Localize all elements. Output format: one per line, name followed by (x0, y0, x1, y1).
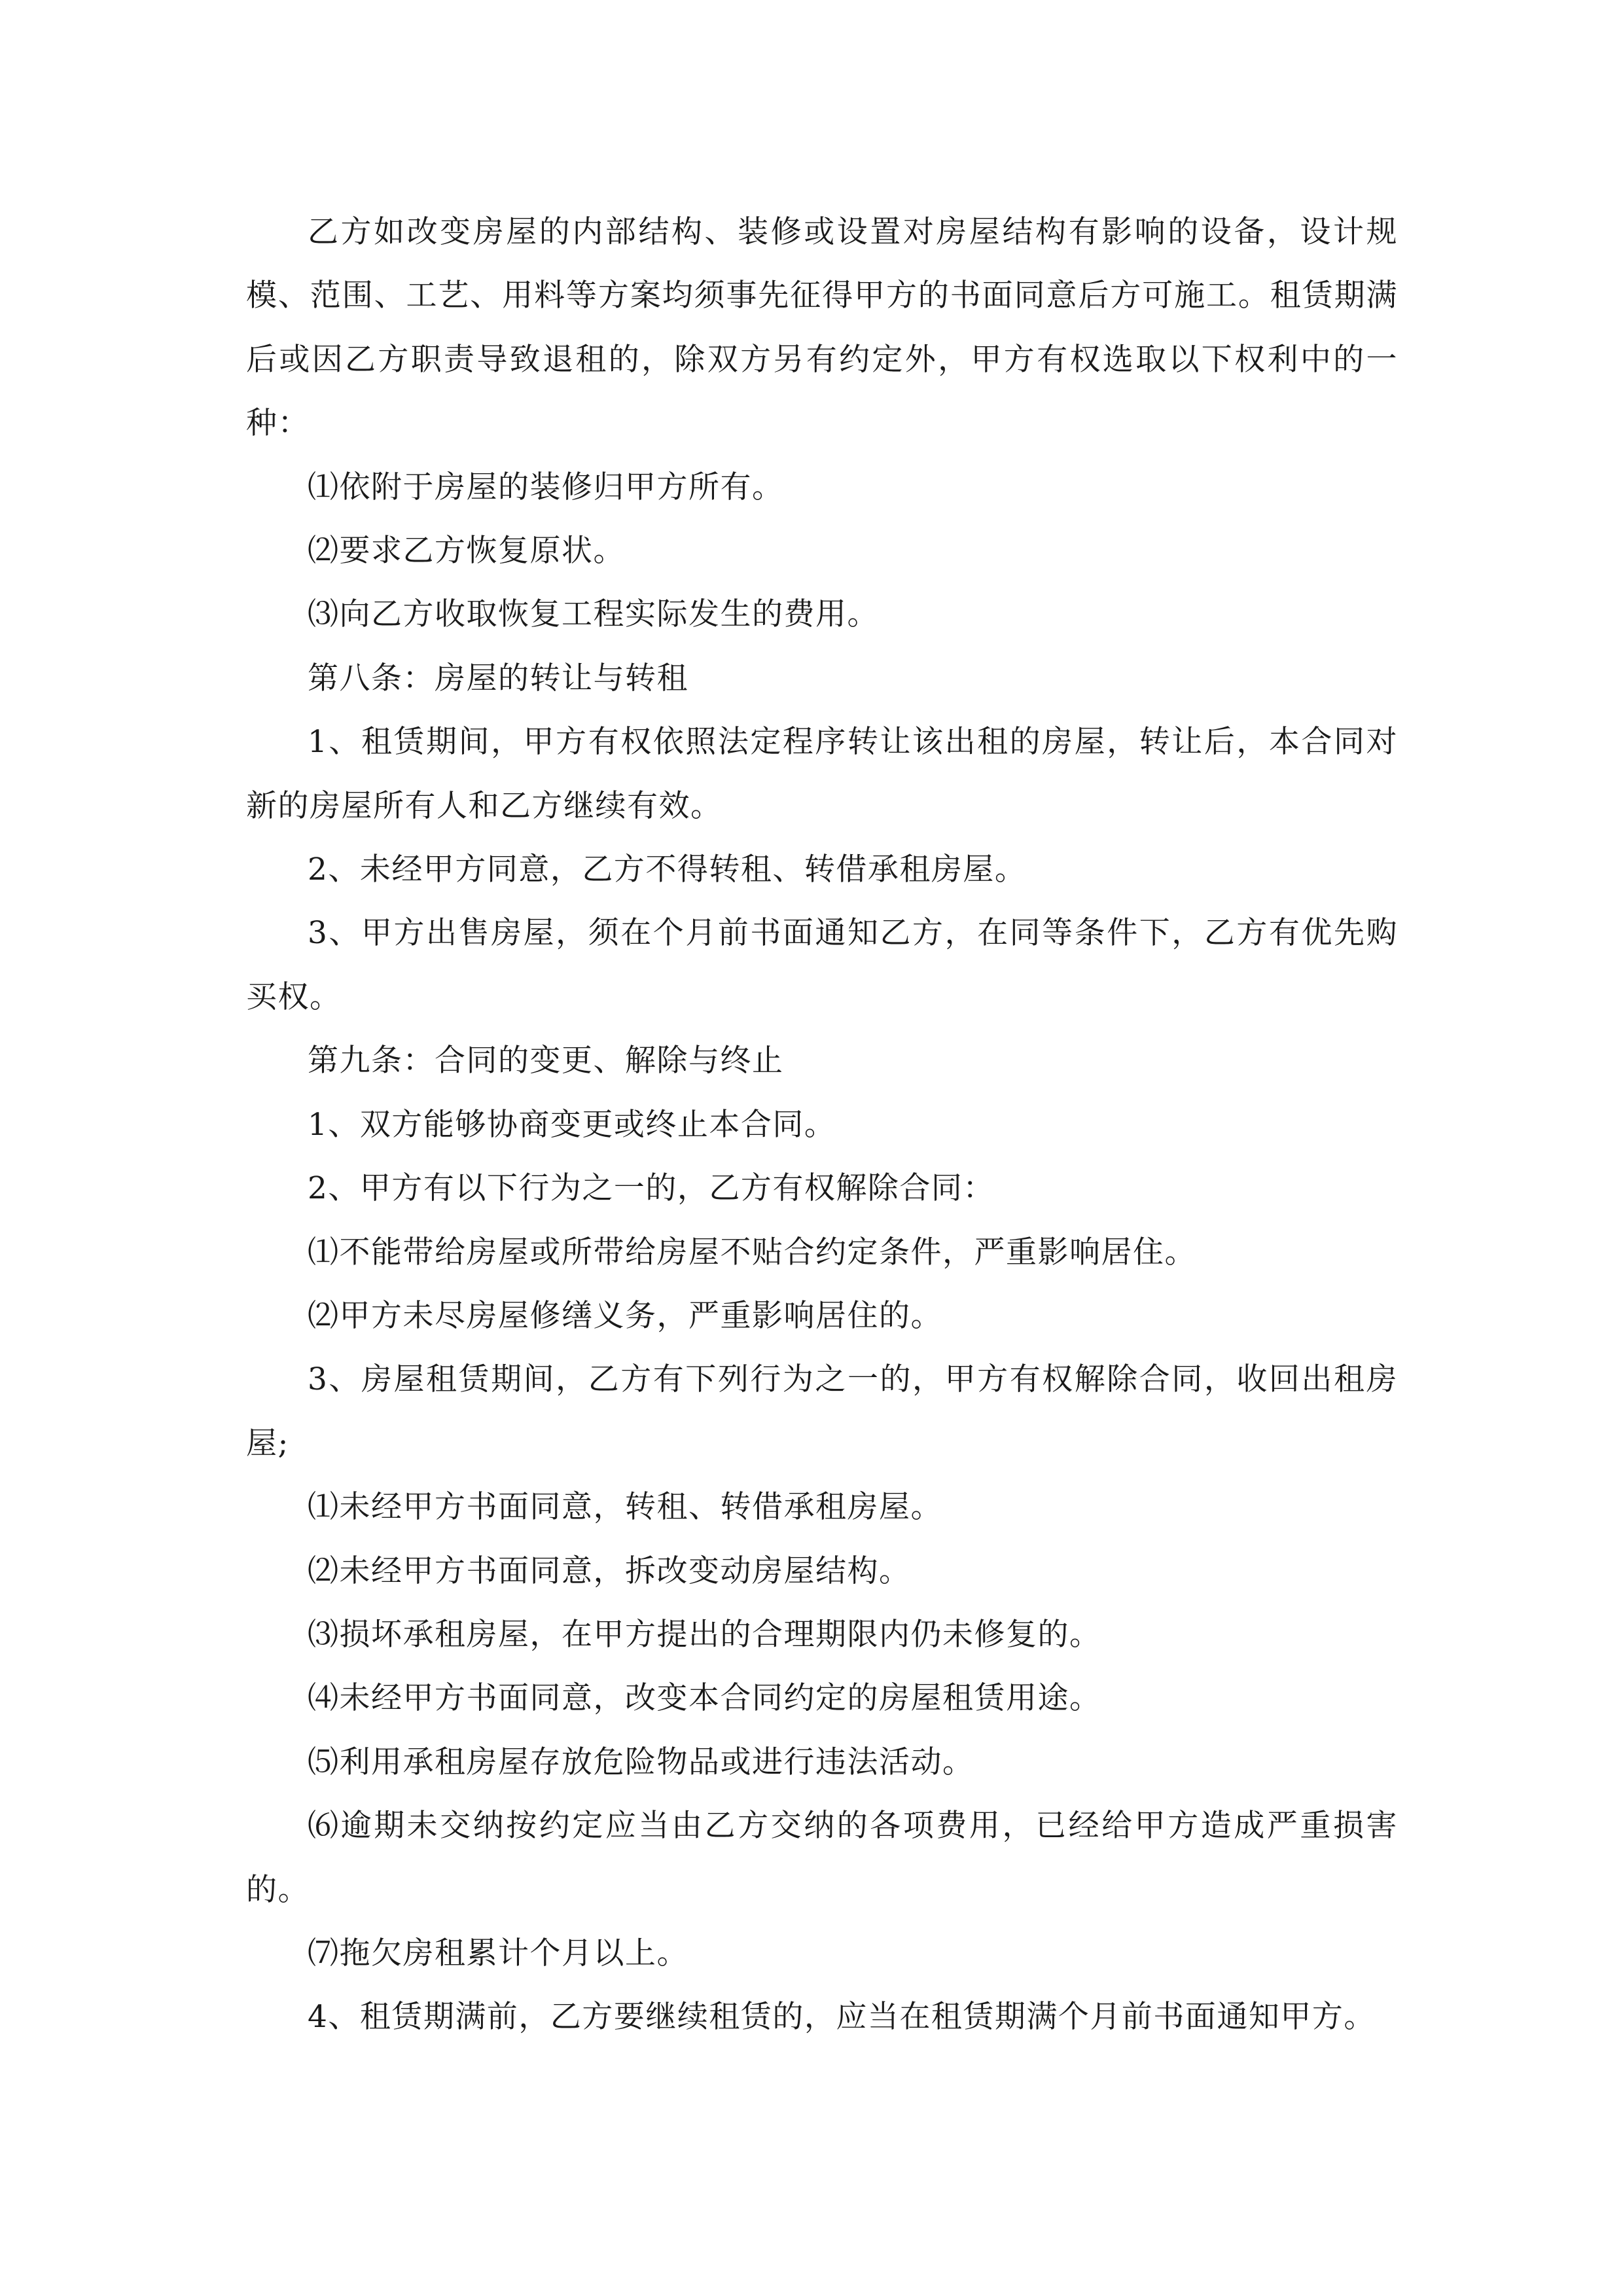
document-body (246, 200, 1398, 2049)
paragraph-item: ⑹逾期未交纳按约定应当由乙方交纳的各项费用，已经给甲方造成严重损害的。 (246, 1808, 1398, 1908)
paragraph-item: ⑵甲方未尽房屋修缮义务，严重影响居住的。 (308, 1297, 942, 1334)
paragraph-item: ⑴依附于房屋的装修归甲方所有。 (308, 469, 784, 505)
paragraph-item: 1、双方能够协商变更或终止本合同。 (308, 1106, 836, 1143)
paragraph-item: ⑸利用承租房屋存放危险物品或进行违法活动。 (308, 1744, 974, 1780)
paragraph-item: 4、租赁期满前，乙方要继续租赁的，应当在租赁期满个月前书面通知甲方。 (308, 1999, 1376, 2036)
paragraph-item: ⑵未经甲方书面同意，拆改变动房屋结构。 (308, 1552, 911, 1589)
paragraph-item: ⑶向乙方收取恢复工程实际发生的费用。 (308, 596, 879, 633)
paragraph-item: ⑵要求乙方恢复原状。 (308, 533, 625, 569)
paragraph-item: 3、甲方出售房屋，须在个月前书面通知乙方，在同等条件下，乙方有优先购买权。 (246, 915, 1398, 1015)
paragraph-item: 2、未经甲方同意，乙方不得转租、转借承租房屋。 (308, 852, 1027, 888)
paragraph-item: ⑶损坏承租房屋，在甲方提出的合理期限内仍未修复的。 (308, 1616, 1101, 1653)
paragraph-item: 2、甲方有以下行为之一的，乙方有权解除合同： (308, 1170, 995, 1207)
section-heading-article-9: 第九条：合同的变更、解除与终止 (308, 1043, 784, 1079)
section-heading-article-8: 第八条：房屋的转让与转租 (308, 660, 688, 696)
paragraph-item: ⑴未经甲方书面同意，转租、转借承租房屋。 (308, 1489, 942, 1526)
paragraph-item: ⑴不能带给房屋或所带给房屋不贴合约定条件，严重影响居住。 (308, 1234, 1196, 1270)
paragraph-renovation-terms: 乙方如改变房屋的内部结构、装修或设置对房屋结构有影响的设备，设计规模、范围、工艺、用料等方案均须事先征得甲方的书面同意后方可施工。租赁期满后或因乙方职责导致退租的，除双方另有约定外，甲方有权选取以下权利中的一种： (246, 214, 1398, 442)
paragraph-item: ⑺拖欠房租累计个月以上。 (308, 1935, 688, 1971)
paragraph-item: ⑷未经甲方书面同意，改变本合同约定的房屋租赁用途。 (308, 1680, 1101, 1717)
paragraph-item: 3、房屋租赁期间，乙方有下列行为之一的，甲方有权解除合同，收回出租房屋; (246, 1361, 1398, 1462)
paragraph-item: 1、租赁期间，甲方有权依照法定程序转让该出租的房屋，转让后，本合同对新的房屋所有人和乙方继续有效。 (246, 724, 1398, 824)
